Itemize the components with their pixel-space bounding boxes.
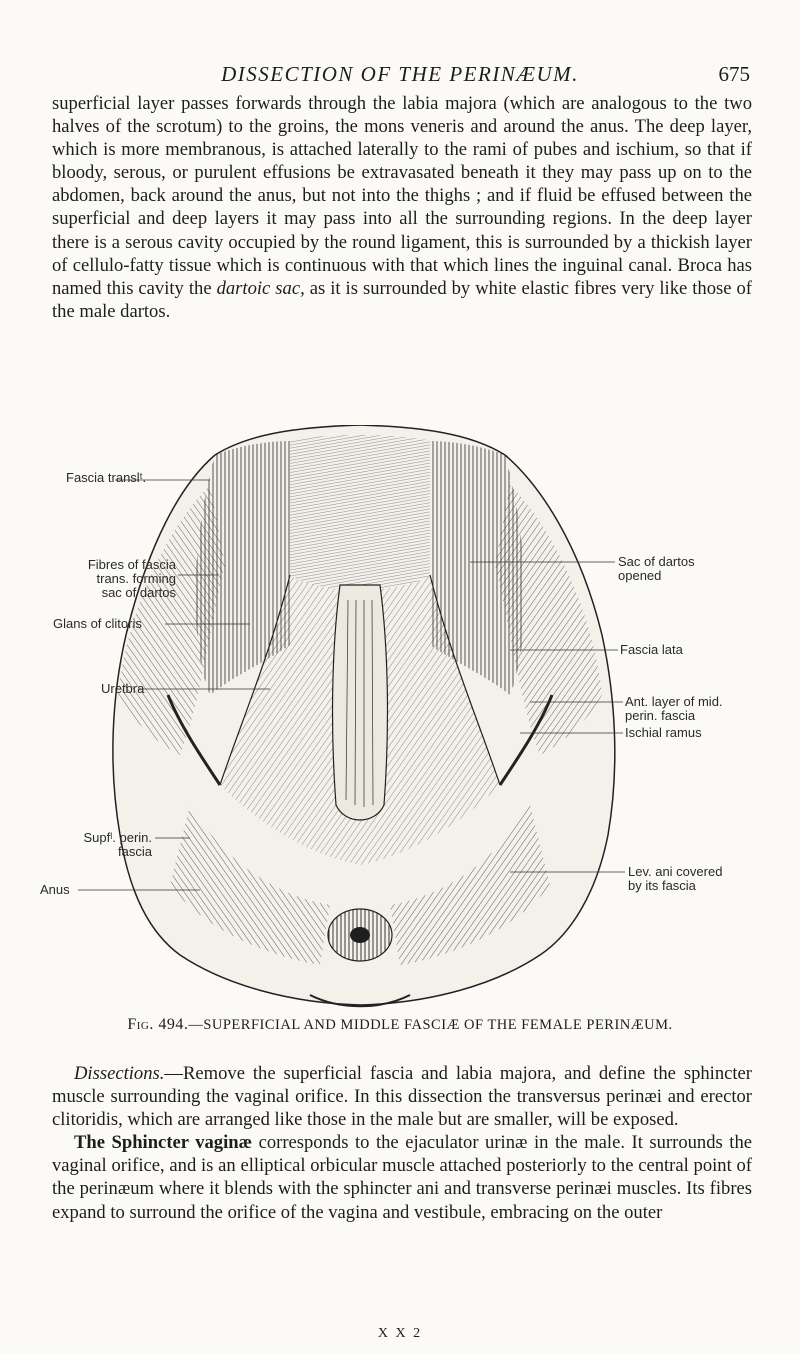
sphincter-paragraph [52, 1131, 752, 1223]
label-fascia-lata: Fascia lata [620, 642, 683, 657]
caption-text: —SUPERFICIAL AND MIDDLE FASCIÆ OF THE FEMALE PERINÆUM. [188, 1017, 673, 1033]
caption-figure-number: Fig. 494. [127, 1016, 189, 1033]
label-urethra: Uretbra [101, 681, 145, 696]
label-supf-perin-fascia: Supfˡ. perin. fascia [83, 830, 152, 859]
label-fascia-transl: Fascia translᵗ. [66, 470, 147, 485]
dissections-paragraph [52, 1062, 752, 1131]
mons-fibres [290, 435, 430, 590]
sphincter-text: corresponds to the ejaculator urinæ in the male. It surrounds the vaginal orifice, and is an elliptical orbicular muscle attached posteriorly to the central point of the perinæum where it blends with the sphincter ani and transverse perinæi muscles. Its fibres expand to surround the orifice of the vagina and vestibule, embracing on the outer [52, 1132, 752, 1223]
label-glans-of-clitoris: Glans of clitoris [53, 616, 142, 631]
sphincter-heading: The Sphincter vaginæ [74, 1132, 253, 1154]
signature-mark: X X 2 [377, 1326, 423, 1341]
top-paragraph [52, 92, 752, 323]
top-paragraph-text-1: superficial layer passes forwards through the labia majora (which are analogous to the two halves of the scrotum) to the groins, the mons veneris and around the anus. The deep layer, which is more membranous, is attached laterally to the rami of pubes and ischium, so that if bloody, serous, or purulent effusions be extravasated beneath it they may pass up on to the abdomen, back around the anus, but not into the thighs ; and if fluid be effused between the superficial and deep layers it may pass into all the surrounding regions. In the deep layer there is a serous cavity occupied by the round ligament, this is surrounded by a thickish layer of cellulo-fatty tissue which is continuous with that which lines the inguinal canal. Broca has named this cavity the [52, 93, 752, 299]
figure-caption [0, 1016, 800, 1034]
label-anus: Anus [40, 882, 70, 897]
figure-494 [40, 425, 760, 1010]
page-number: 675 [718, 62, 750, 86]
dissections-text: —Remove the superficial fascia and labia majora, and define the sphincter muscle surrounding the vaginal orifice. In this dissection the transversus perinæi and erector clitoridis, which are arranged like those in the male but are smaller, will be exposed. [52, 1063, 752, 1131]
label-sac-of-dartos: Sac of dartos opened [618, 554, 695, 583]
bottom-paragraphs [52, 1062, 752, 1224]
running-head [0, 62, 800, 92]
dartoic-sac-term: dartoic sac, [216, 277, 305, 299]
vestibule [333, 585, 388, 820]
label-fibres-of-fascia: Fibres of fascia trans. forming sac of dartos [87, 557, 176, 600]
label-ant-layer: Ant. layer of mid. perin. fascia [625, 694, 723, 723]
label-lev-ani: Lev. ani covered by its fascia [628, 864, 723, 893]
dissections-heading: Dissections. [74, 1063, 165, 1084]
running-title: DISSECTION OF THE PERINÆUM. [221, 62, 579, 86]
top-paragraph-text-2: as it is surrounded by white elastic fibres very like those of the male dartos. [52, 277, 753, 322]
label-ischial-ramus: Ischial ramus [625, 725, 702, 740]
